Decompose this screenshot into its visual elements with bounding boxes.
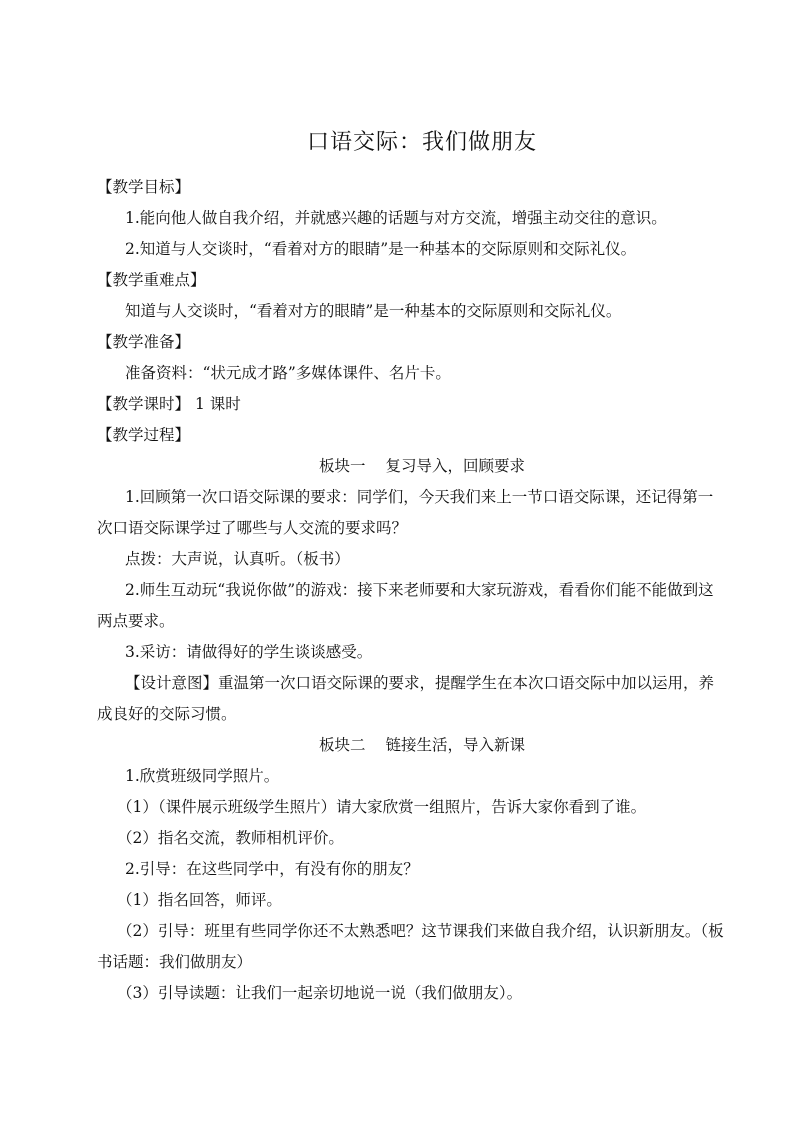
- item-guide-2: （2）引导：班里有些同学你还不太熟悉吧？这节课我们来做自我介绍，认识新朋友。（板书话题：我们做朋友）: [97, 922, 724, 971]
- key-point-text: 知道与人交谈时，“看着对方的眼睛”是一种基本的交际原则和交际礼仪。: [125, 302, 622, 320]
- heading-goals: 【教学目标】: [97, 178, 191, 196]
- block-1-subtitle: 复习导入，回顾要求: [385, 457, 526, 475]
- paragraph-interview: 3.采访：请做得好的学生谈谈感受。: [125, 643, 373, 661]
- paragraph-tip: 点拨：大声说，认真听。（板书）: [125, 550, 350, 568]
- block-2-title: 板块二: [318, 736, 366, 754]
- block-1-title: 板块一: [318, 457, 366, 475]
- heading-hours-label: 【教学课时】: [97, 395, 191, 413]
- item-guide-1: （1）指名回答，师评。: [117, 891, 282, 909]
- preparation-text: 准备资料：“状元成才路”多媒体课件、名片卡。: [125, 364, 451, 382]
- goal-item-1: 1.能向他人做自我介绍，并就感兴趣的话题与对方交流，增强主动交往的意识。: [125, 209, 667, 227]
- paragraph-game: 2.师生互动玩“我说你做”的游戏：接下来老师要和大家玩游戏，看看你们能不能做到这两点要求。: [97, 581, 714, 630]
- paragraph-review: 1.回顾第一次口语交际课的要求：同学们，今天我们来上一节口语交际课，还记得第一次口语交际课学过了哪些与人交流的要求吗？: [97, 488, 714, 537]
- item-guide: 2.引导：在这些同学中，有没有你的朋友？: [125, 860, 419, 878]
- item-photos: 1.欣赏班级同学照片。: [125, 767, 280, 785]
- heading-preparation: 【教学准备】: [97, 333, 191, 351]
- block-2-subtitle: 链接生活，导入新课: [385, 736, 526, 754]
- item-guide-3: （3）引导读题：让我们一起亲切地说一说（我们做朋友）。: [117, 984, 523, 1002]
- heading-process: 【教学过程】: [97, 426, 191, 444]
- page-title: 口语交际：我们做朋友: [306, 130, 537, 155]
- heading-hours: [97, 394, 241, 414]
- item-photos-1: （1）（课件展示班级学生照片）请大家欣赏一组照片，告诉大家你看到了谁。: [117, 798, 647, 816]
- block-2-heading: [0, 735, 794, 755]
- paragraph-design-intent: 【设计意图】重温第一次口语交际课的要求，提醒学生在本次口语交际中加以运用，养成良好的交际习惯。: [97, 674, 715, 723]
- heading-hours-value: 1 课时: [194, 395, 241, 413]
- block-1-heading: [0, 456, 794, 476]
- item-photos-2: （2）指名交流，教师相机评价。: [117, 829, 344, 847]
- goal-item-2: 2.知道与人交谈时，“看着对方的眼睛”是一种基本的交际原则和交际礼仪。: [125, 240, 637, 258]
- heading-key-points: 【教学重难点】: [97, 271, 206, 289]
